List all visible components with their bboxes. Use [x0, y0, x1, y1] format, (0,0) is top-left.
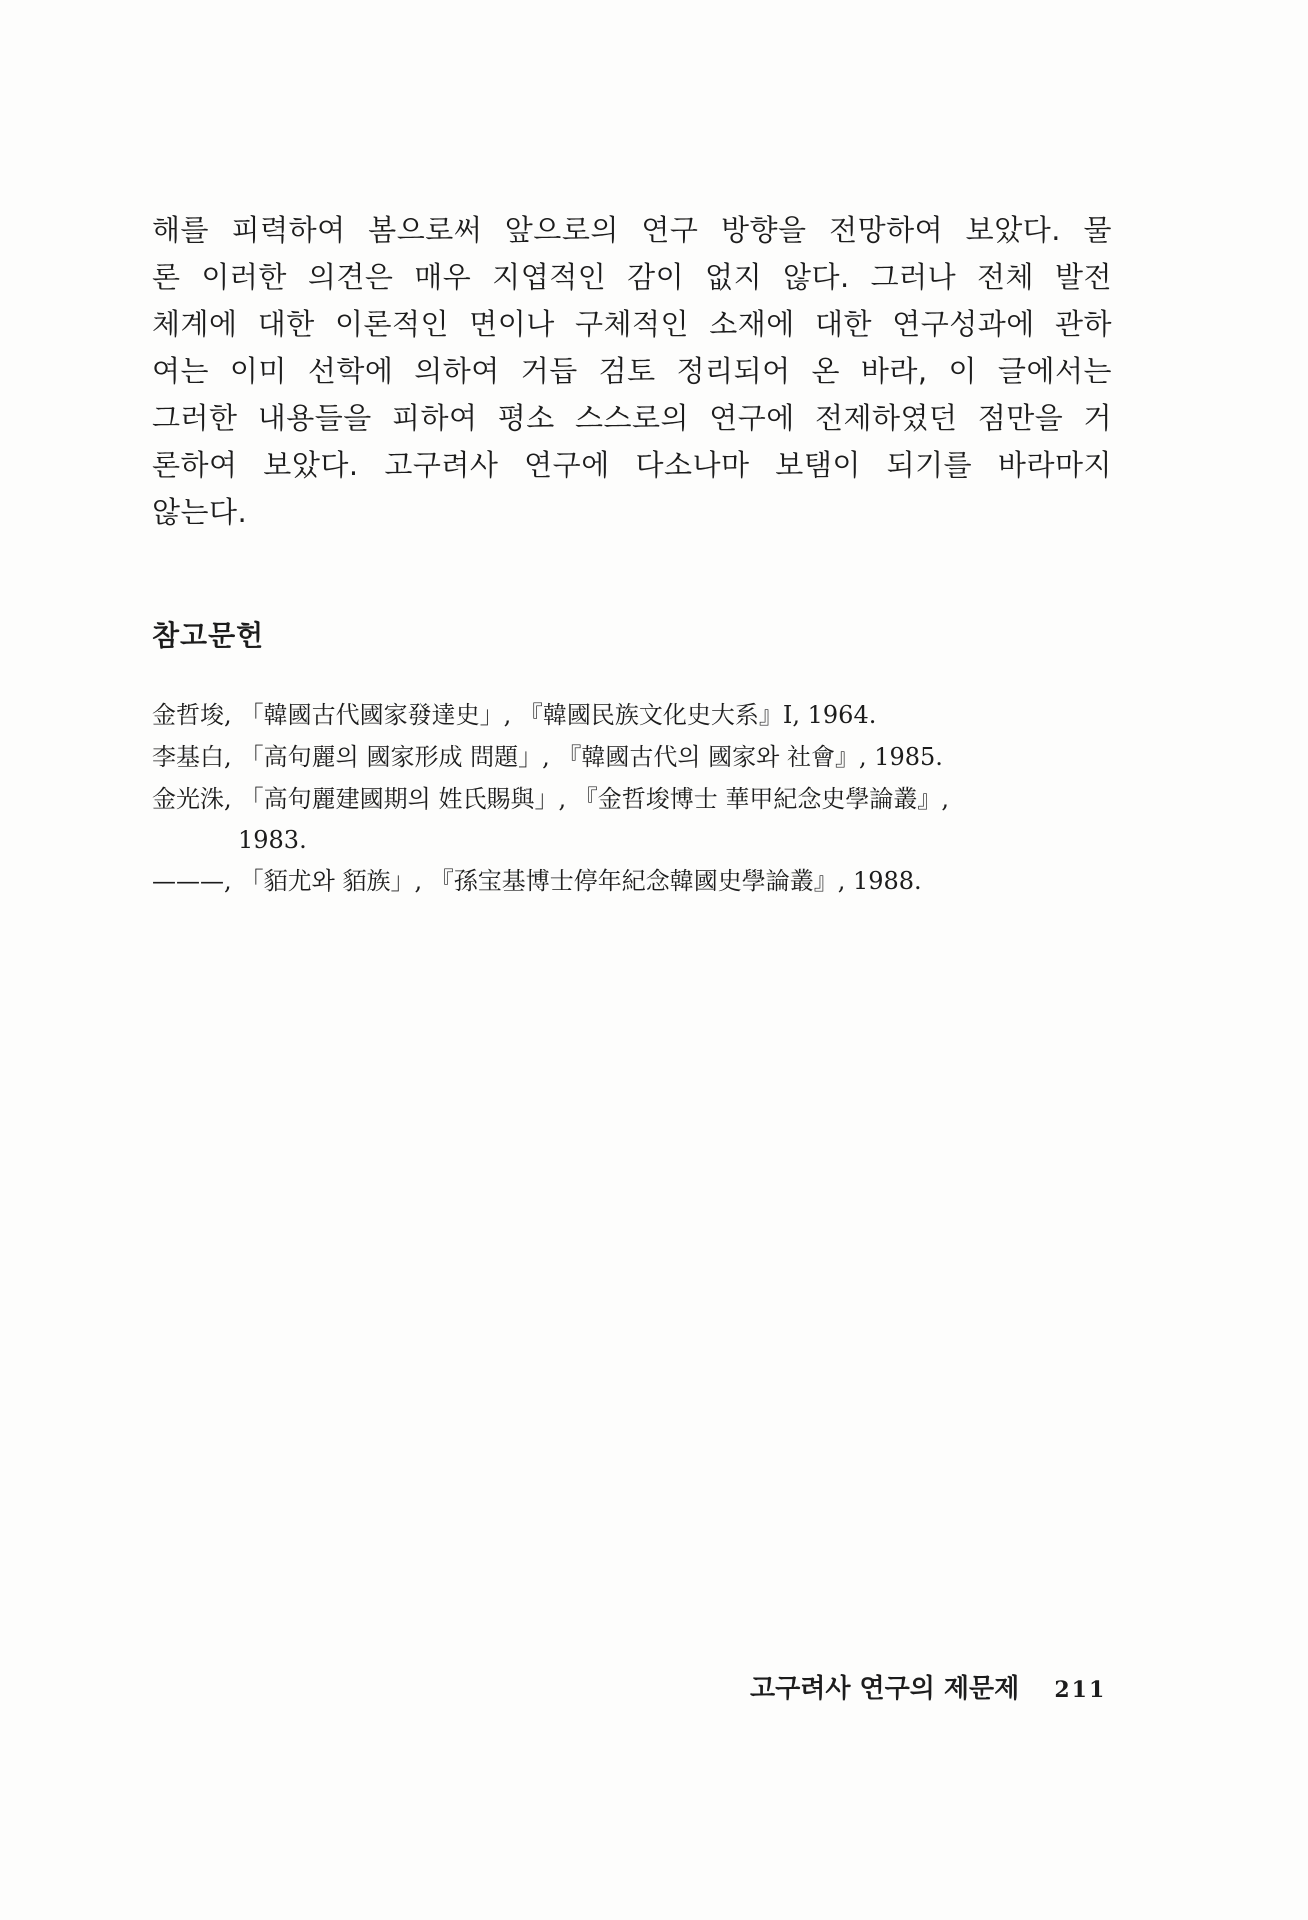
body-line: 론하여 보았다. 고구려사 연구에 다소나마 보탬이 되기를 바라마지 — [152, 448, 1112, 482]
reference-author: ———, — [152, 867, 232, 895]
page-number: 211 — [1054, 1677, 1107, 1703]
body-line: 론 이러한 의견은 매우 지엽적인 감이 없지 않다. 그러나 전체 발전 — [152, 260, 1112, 294]
references-list — [152, 694, 1132, 902]
reference-continuation: 1983. — [238, 826, 307, 854]
reference-text: 「貊尤와 貊族」, 『孫宝基博士停年紀念韓國史學論叢』, 1988. — [239, 867, 922, 895]
reference-text: 「韓國古代國家發達史」, 『韓國民族文化史大系』Ⅰ, 1964. — [239, 701, 877, 729]
body-line: 그러한 내용들을 피하여 평소 스스로의 연구에 전제하였던 점만을 거 — [152, 401, 1112, 435]
reference-author: 金哲埈, — [152, 701, 232, 729]
body-line: 않는다. — [152, 495, 248, 529]
reference-text: 「高句麗建國期의 姓氏賜與」, 『金哲埈博士 華甲紀念史學論叢』, — [239, 785, 949, 813]
reference-item — [152, 694, 1132, 736]
reference-item — [152, 778, 1132, 820]
body-line: 해를 피력하여 봄으로써 앞으로의 연구 방향을 전망하여 보았다. 물 — [152, 213, 1112, 247]
body-paragraph — [152, 207, 1112, 536]
page-footer — [750, 1668, 1106, 1705]
reference-item — [152, 860, 1132, 902]
references-heading: 참고문헌 — [152, 619, 265, 652]
reference-item — [152, 736, 1132, 778]
reference-author: 金光洙, — [152, 785, 232, 813]
reference-author: 李基白, — [152, 743, 232, 771]
running-title: 고구려사 연구의 제문제 — [750, 1674, 1020, 1704]
body-line: 여는 이미 선학에 의하여 거듭 검토 정리되어 온 바라, 이 글에서는 — [152, 354, 1112, 388]
body-line: 체계에 대한 이론적인 면이나 구체적인 소재에 대한 연구성과에 관하 — [152, 307, 1112, 341]
reference-text: 「高句麗의 國家形成 問題」, 『韓國古代의 國家와 社會』, 1985. — [239, 743, 943, 771]
